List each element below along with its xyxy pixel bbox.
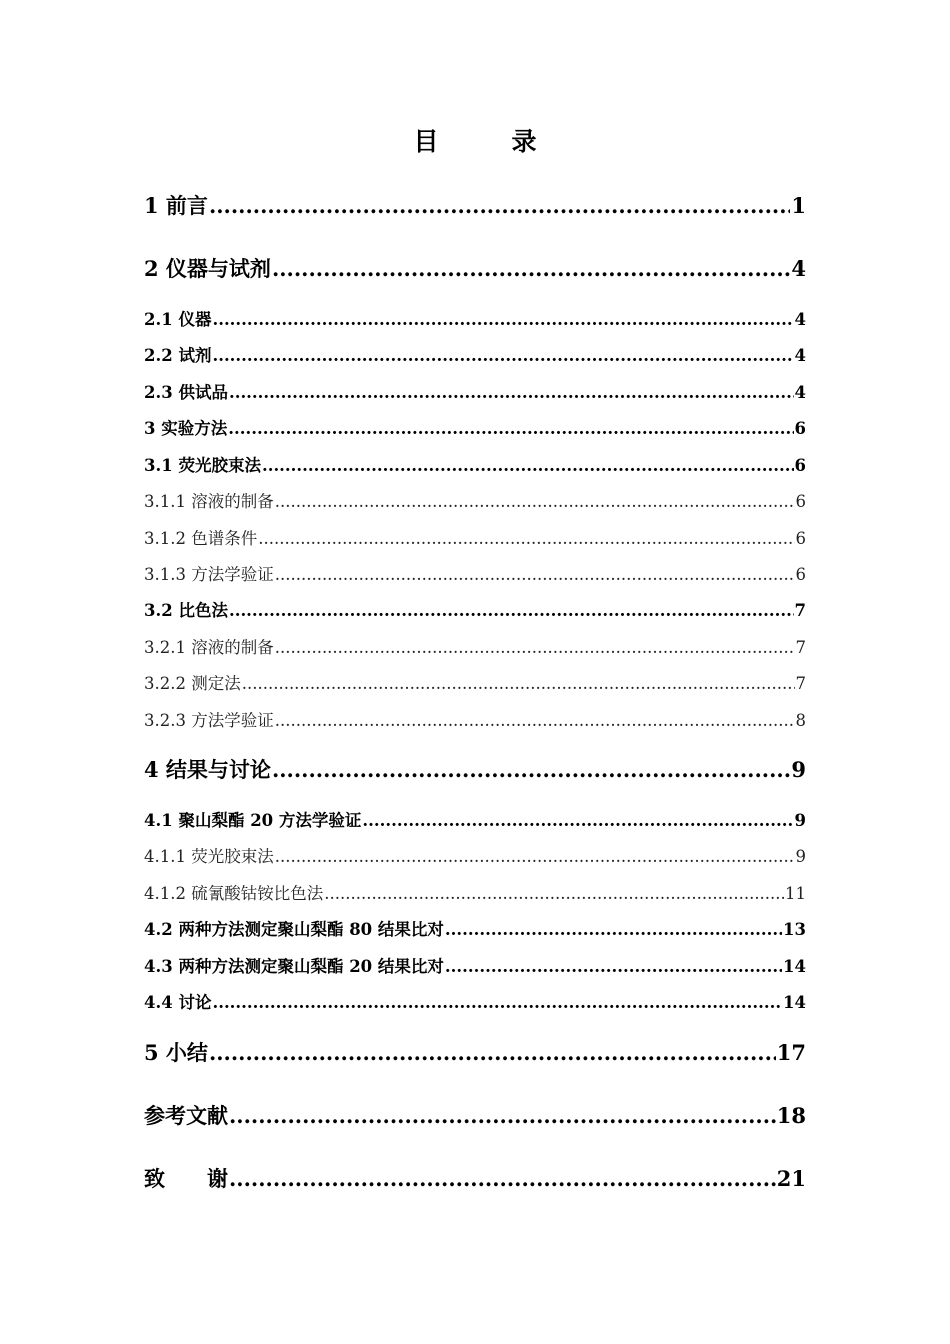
toc-leader <box>272 254 790 284</box>
toc-leader <box>209 1038 776 1068</box>
toc-page-number: 6 <box>794 456 806 475</box>
toc-leader <box>275 709 795 733</box>
toc-entry-label: 1 前言 <box>144 193 208 218</box>
toc-page-number: 6 <box>795 492 806 511</box>
toc-entry-3-2[interactable] <box>144 599 806 623</box>
toc-page-number: 14 <box>783 957 806 976</box>
toc-entry-label: 3.1 荧光胶束法 <box>144 456 261 475</box>
toc-leader <box>275 563 795 587</box>
toc-page-number: 11 <box>785 884 806 903</box>
toc-leader <box>229 1101 776 1131</box>
toc-leader <box>272 755 790 785</box>
toc-entry-label: 2.1 仪器 <box>144 310 212 329</box>
toc-entry-label: 4.1 聚山梨酯 20 方法学验证 <box>144 811 362 830</box>
toc-entry-label: 3.2.1 溶液的制备 <box>144 638 274 657</box>
toc-entry-label: 2.2 试剂 <box>144 346 212 365</box>
toc-entry-label: 4.1.1 荧光胶束法 <box>144 847 274 866</box>
toc-entry-2-1[interactable] <box>144 308 806 332</box>
toc-entry-label: 4.1.2 硫氰酸钴铵比色法 <box>144 884 324 903</box>
toc-page-number: 7 <box>794 601 806 620</box>
toc-page-number: 9 <box>795 847 806 866</box>
toc-entry-label: 4.2 两种方法测定聚山梨酯 80 结果比对 <box>144 920 444 939</box>
toc-entry-references[interactable] <box>144 1101 806 1131</box>
page-title: 目 录 <box>413 127 561 156</box>
toc-entry-label: 3.2.2 测定法 <box>144 674 241 693</box>
toc-page-number: 1 <box>791 193 806 218</box>
toc-page-number: 4 <box>794 346 806 365</box>
toc-entry-label: 3.1.3 方法学验证 <box>144 565 274 584</box>
toc-page-number: 9 <box>791 757 806 782</box>
toc-leader <box>445 955 782 979</box>
toc-entry-3-1-2[interactable] <box>144 527 806 551</box>
toc-leader <box>209 191 790 221</box>
toc-page-number: 4 <box>794 310 806 329</box>
toc-entry-results-discussion[interactable] <box>144 755 806 785</box>
toc-entry-4-2[interactable] <box>144 918 806 942</box>
toc-entry-3-1-3[interactable] <box>144 563 806 587</box>
toc-leader <box>275 490 795 514</box>
toc-page-number: 4 <box>794 383 806 402</box>
toc-entry-3-2-3[interactable] <box>144 709 806 733</box>
toc-entry-4-1-2[interactable] <box>144 882 806 906</box>
toc-page-number: 6 <box>795 529 806 548</box>
toc-page-number: 7 <box>795 674 806 693</box>
toc-leader <box>212 344 793 368</box>
toc-leader <box>229 599 794 623</box>
toc-page-number: 9 <box>794 811 806 830</box>
toc-entry-preface[interactable] <box>144 191 806 221</box>
toc-leader <box>228 417 793 441</box>
toc-entry-label: 3.1.1 溶液的制备 <box>144 492 274 511</box>
toc-page-number: 18 <box>776 1103 806 1128</box>
toc-page-number: 4 <box>791 256 806 281</box>
toc-page-number: 21 <box>776 1166 806 1191</box>
toc-page-number: 8 <box>795 711 806 730</box>
toc-entry-label: 5 小结 <box>144 1040 208 1065</box>
toc-leader <box>445 918 782 942</box>
toc-page-number: 14 <box>783 993 806 1012</box>
toc-leader <box>262 454 794 478</box>
toc-entry-label: 3.2 比色法 <box>144 601 228 620</box>
toc-entry-3[interactable] <box>144 417 806 441</box>
toc-entry-label: 4 结果与讨论 <box>144 757 271 782</box>
toc-entry-label: 4.4 讨论 <box>144 993 212 1012</box>
toc-entry-3-2-1[interactable] <box>144 636 806 660</box>
toc-entry-3-1[interactable] <box>144 454 806 478</box>
toc-entry-label: 2.3 供试品 <box>144 383 228 402</box>
toc-leader <box>212 308 793 332</box>
toc-leader <box>275 845 795 869</box>
toc-entry-3-2-2[interactable] <box>144 672 806 696</box>
toc-leader <box>229 381 794 405</box>
toc-entry-label: 致 谢 <box>144 1166 228 1191</box>
toc-leader <box>229 1164 776 1194</box>
toc-leader <box>362 809 793 833</box>
toc-entry-summary[interactable] <box>144 1038 806 1068</box>
toc-entry-acknowledgements[interactable] <box>144 1164 806 1194</box>
toc-entry-2-2[interactable] <box>144 344 806 368</box>
toc-leader <box>212 991 782 1015</box>
toc-leader <box>258 527 794 551</box>
toc-entry-4-3[interactable] <box>144 955 806 979</box>
toc-page-number: 7 <box>795 638 806 657</box>
toc-leader <box>242 672 795 696</box>
toc-entry-label: 4.3 两种方法测定聚山梨酯 20 结果比对 <box>144 957 444 976</box>
toc-leader <box>275 636 795 660</box>
toc-entry-3-1-1[interactable] <box>144 490 806 514</box>
toc-page-number: 13 <box>783 920 806 939</box>
toc-entry-label: 2 仪器与试剂 <box>144 256 271 281</box>
toc-entry-4-1-1[interactable] <box>144 845 806 869</box>
toc-entry-label: 3.1.2 色谱条件 <box>144 529 258 548</box>
toc-entry-4-1[interactable] <box>144 809 806 833</box>
toc-entry-label: 3 实验方法 <box>144 419 228 438</box>
toc-page-number: 6 <box>794 419 806 438</box>
toc-entry-label: 参考文献 <box>144 1103 228 1128</box>
toc-page-number: 6 <box>795 565 806 584</box>
toc-entry-4-4[interactable] <box>144 991 806 1015</box>
toc-entry-label: 3.2.3 方法学验证 <box>144 711 274 730</box>
toc-page-number: 17 <box>776 1040 806 1065</box>
toc-entry-instruments-reagents[interactable] <box>144 254 806 284</box>
toc-entry-2-3[interactable] <box>144 381 806 405</box>
toc-leader <box>324 882 784 906</box>
